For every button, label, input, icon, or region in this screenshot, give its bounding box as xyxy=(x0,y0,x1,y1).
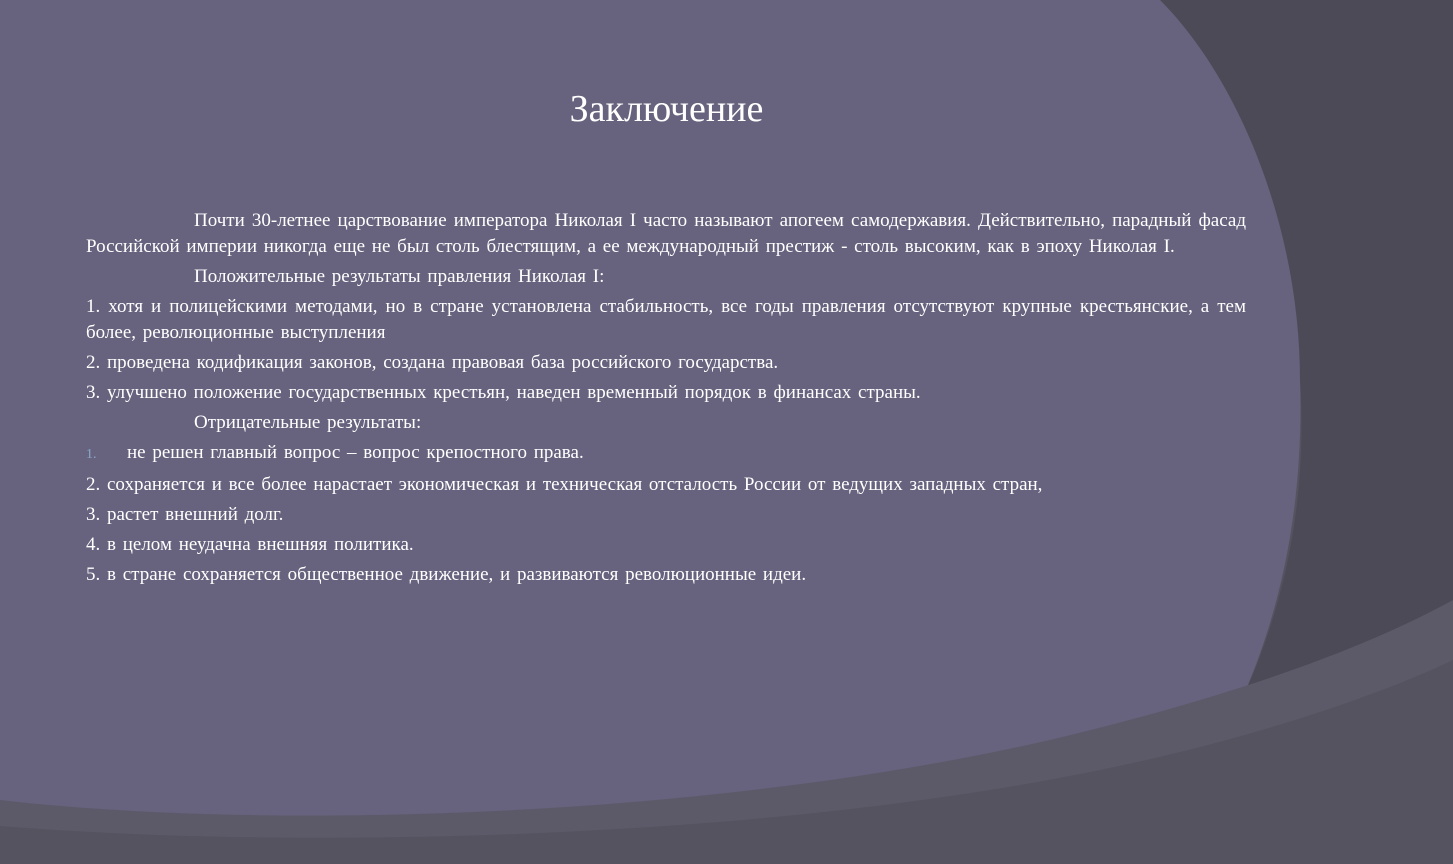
negative-result-1 xyxy=(86,440,1246,468)
slide-content xyxy=(86,208,1246,592)
negative-result-3: 3. растет внешний долг. xyxy=(86,504,284,525)
positive-results-heading: Положительные результаты правления Николая I: xyxy=(194,266,605,287)
negative-result-4: 4. в целом неудачна внешняя политика. xyxy=(86,534,414,555)
positive-result-1: 1. хотя и полицейскими методами, но в стране установлена стабильность, все годы правления отсутствуют крупные крестьянские, а тем более, революционные выступления xyxy=(86,296,1246,343)
negative-result-5: 5. в стране сохраняется общественное движение, и развиваются революционные идеи. xyxy=(86,564,807,585)
negative-results-heading: Отрицательные результаты: xyxy=(194,412,422,433)
intro-paragraph: Почти 30-летнее царствование императора Николая I часто называют апогеем самодержавия. Действительно, парадный фасад Российской империи никогда еще не был столь блестящим, а ее международный престиж - столь высоким, как в эпоху Николая I. xyxy=(86,210,1246,257)
negative-result-2: 2. сохраняется и все более нарастает экономическая и техническая отсталость России от ведущих западных стран, xyxy=(86,474,1043,495)
negative-result-1-text: не решен главный вопрос – вопрос крепостного права. xyxy=(127,442,584,463)
positive-result-3: 3. улучшено положение государственных крестьян, наведен временный порядок в финансах страны. xyxy=(86,382,921,403)
list-number-marker: 1. xyxy=(86,447,97,462)
positive-result-2: 2. проведена кодификация законов, создана правовая база российского государства. xyxy=(86,352,779,373)
slide-title: Заключение xyxy=(569,88,764,130)
